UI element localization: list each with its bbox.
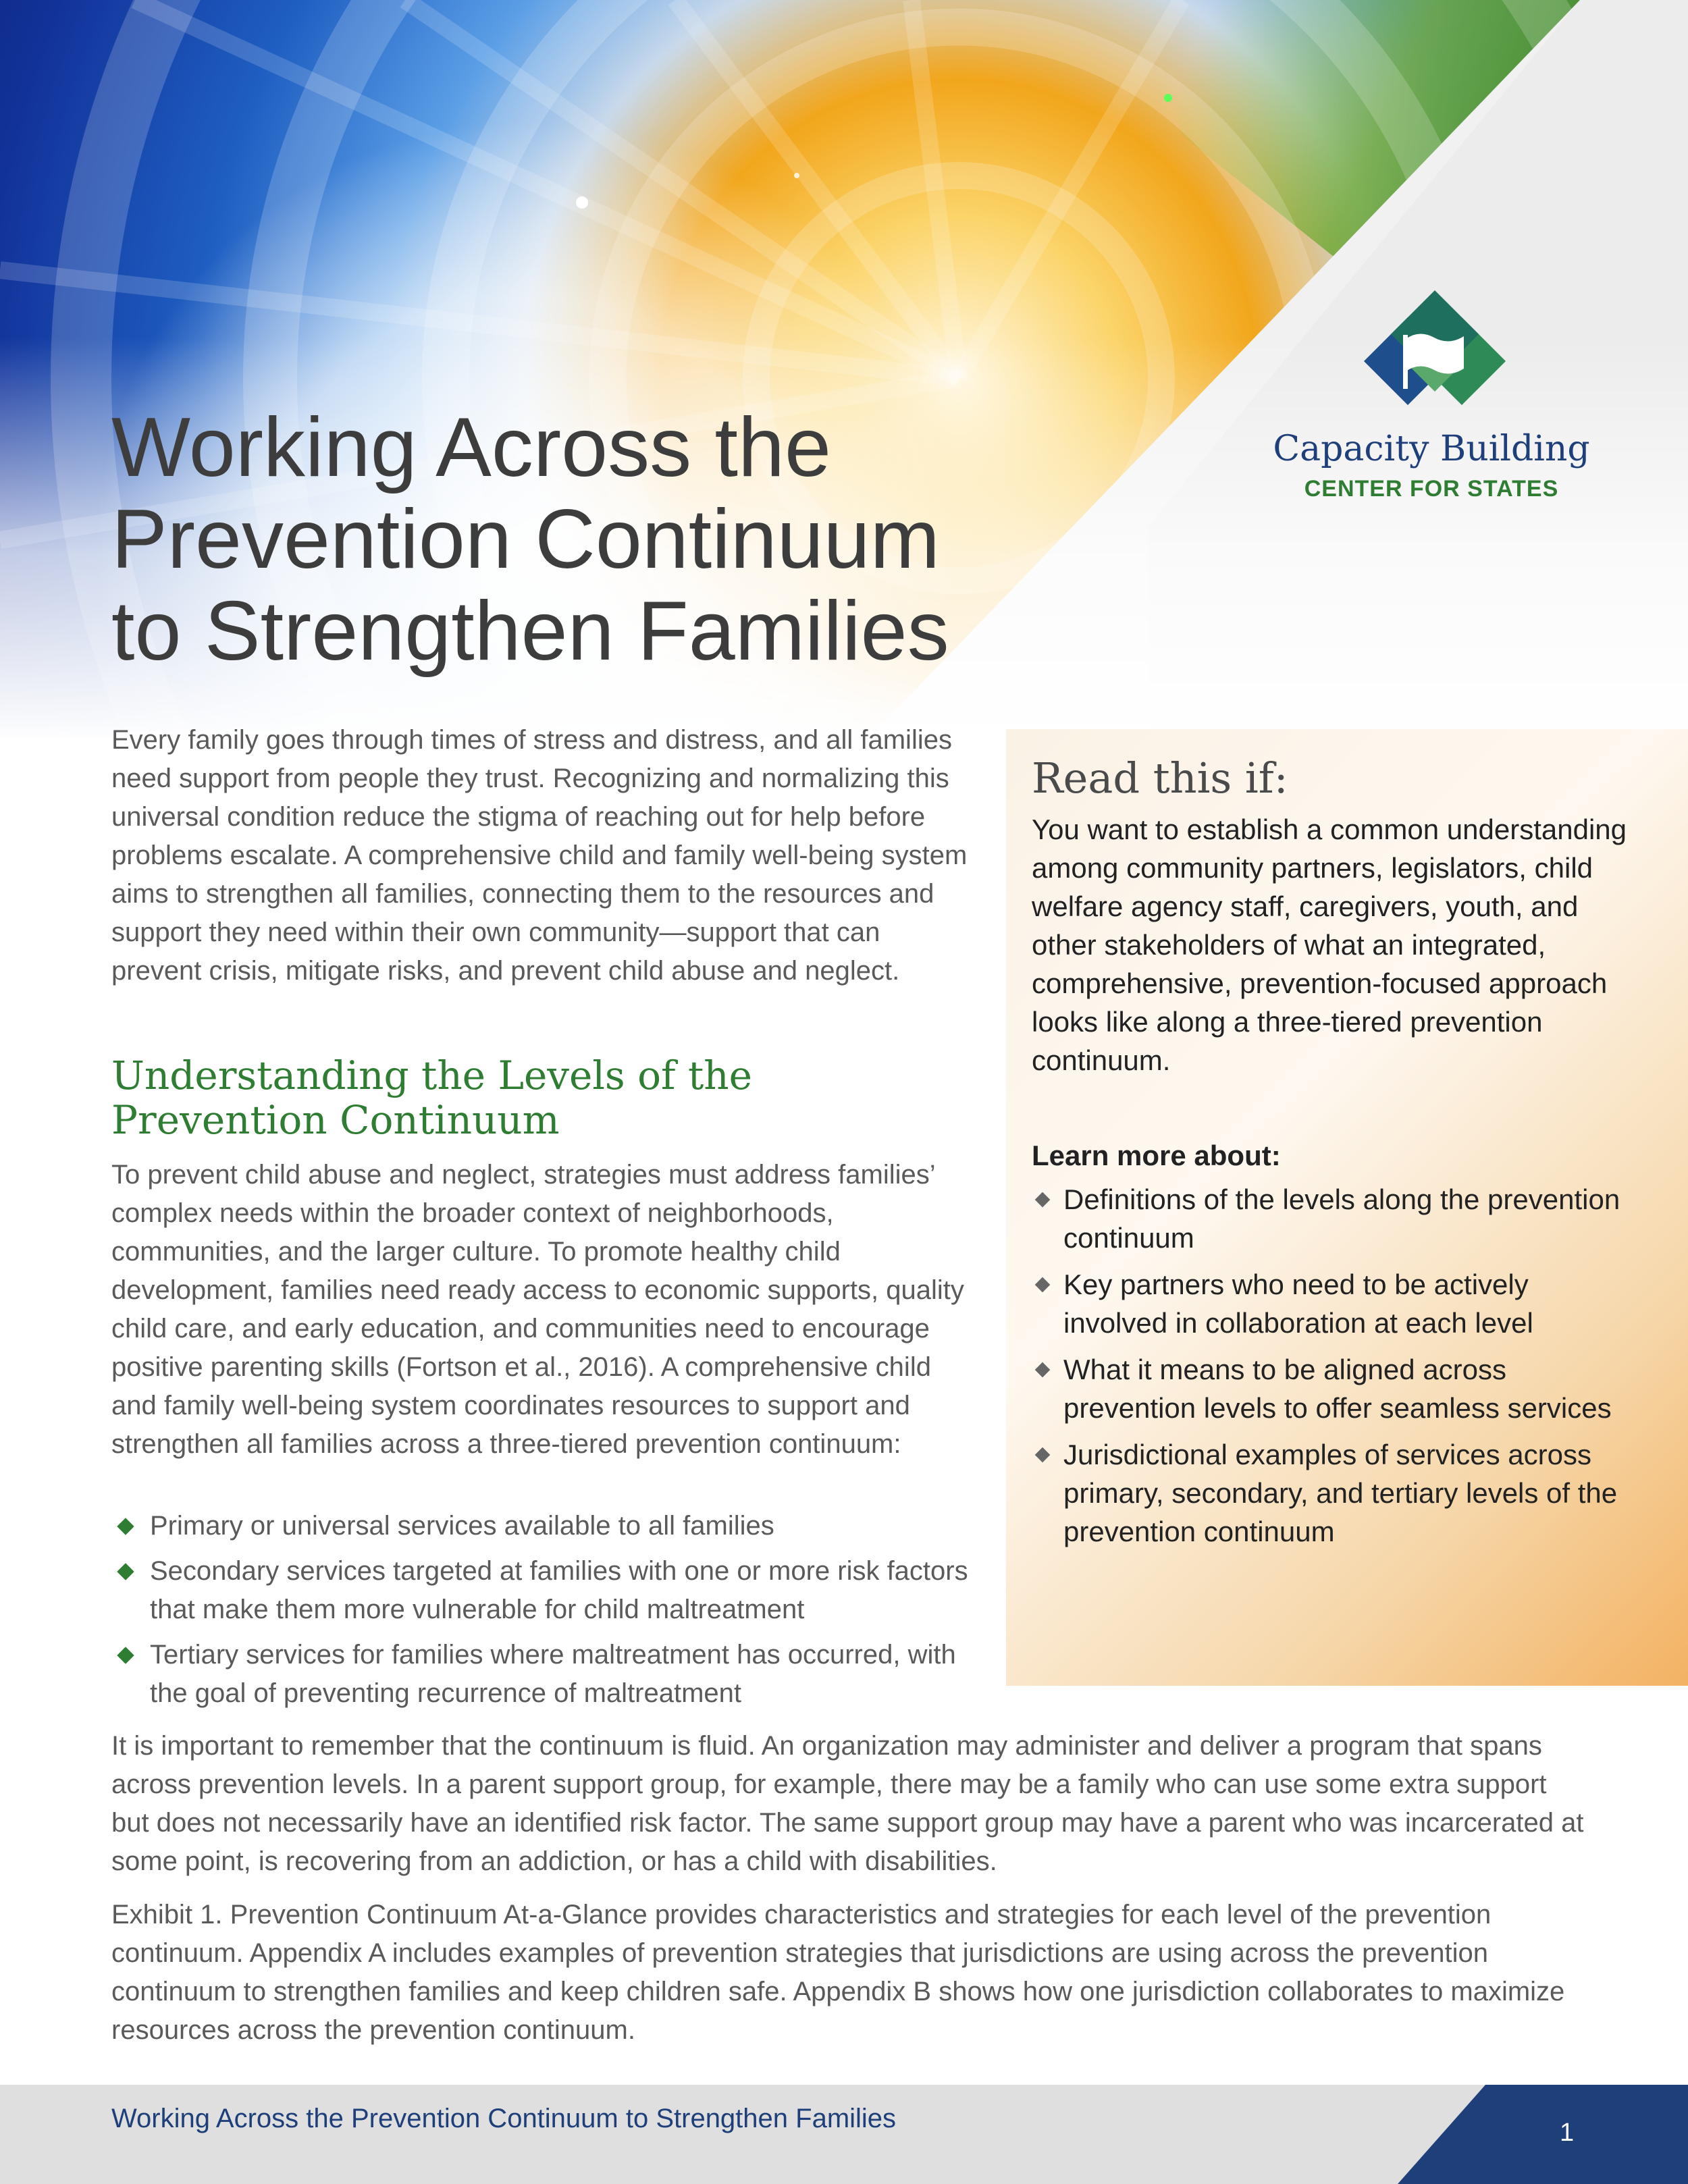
section-heading-line: Understanding the Levels of the <box>111 1053 752 1098</box>
logo-subtitle: CENTER FOR STATES <box>1304 476 1559 502</box>
body-paragraph: It is important to remember that the continuum is fluid. An organization may administer and deliver a program that spans across prevention levels. In a parent support group, for example, there may be a family who can use some extra support but does not necessarily have an identified risk factor. The same support group may have a parent who was incarcerated at some point, is recovering from an addiction, or has a child with disabilities. <box>111 1731 1584 1876</box>
page-footer <box>0 2085 1688 2184</box>
flag-diamond-icon <box>1357 290 1512 425</box>
list-item-text: Key partners who need to be actively involved in collaboration at each level <box>1063 1269 1533 1339</box>
learn-more-heading: Learn more about: <box>1032 1140 1281 1171</box>
page-title <box>111 402 1057 677</box>
list-item-text: Secondary services targeted at families with one or more risk factors that make them more vulnerable for child maltreatment <box>150 1556 968 1624</box>
sidebar-text: You want to establish a common understanding among community partners, legislators, child welfare agency staff, caregivers, youth, and other stakeholders of what an integrated, comprehensive, prevention-focused approach looks like along a three-tiered prevention continuum. <box>1032 814 1627 1076</box>
title-line: to Strengthen Families <box>111 585 949 678</box>
list-item <box>1032 1265 1639 1342</box>
list-item <box>1032 1435 1639 1551</box>
list-item <box>111 1636 976 1713</box>
section-heading-line: Prevention Continuum <box>111 1097 560 1143</box>
diamond-bullet-icon <box>1035 1277 1051 1293</box>
sidebar-title: Read this if: <box>1032 753 1288 803</box>
diamond-bullet-icon <box>117 1563 134 1580</box>
prevention-levels-list <box>111 1507 976 1720</box>
list-item-text: Tertiary services for families where maltreatment has occurred, with the goal of preventing recurrence of maltreatment <box>150 1640 956 1708</box>
title-line: Prevention Continuum <box>111 493 940 586</box>
diamond-bullet-icon <box>117 1518 134 1535</box>
list-item-text: Definitions of the levels along the prevention continuum <box>1063 1183 1620 1254</box>
section-paragraph: To prevent child abuse and neglect, strategies must address families’ complex needs within the broader context of neighborhoods, communities, and the larger culture. To promote healthy child development, families need ready access to economic supports, quality child care, and early education, and communities need to encourage positive parenting skills (Fortson et al., 2016). A comprehensive child and family well-being system coordinates resources to support and strengthen all families across a three-tiered prevention continuum: <box>111 1160 964 1459</box>
list-item <box>1032 1350 1639 1427</box>
list-item-text: Jurisdictional examples of services across primary, secondary, and tertiary levels of the prevention continuum <box>1063 1439 1618 1547</box>
logo-title: Capacity Building <box>1273 429 1590 469</box>
diamond-bullet-icon <box>1035 1362 1051 1378</box>
diamond-bullet-icon <box>1035 1447 1051 1463</box>
logo <box>1256 290 1607 520</box>
read-this-if-sidebar <box>1006 729 1688 1686</box>
intro-paragraph: Every family goes through times of stress and distress, and all families need support from people they trust. Recognizing and normalizing this universal condition reduce the stigma of reaching out for help before problems escalate. A comprehensive child and family well-being system aims to strengthen all families, connecting them to the resources and support they need within their own community—support that can prevent crisis, mitigate risks, and prevent child abuse and neglect. <box>111 725 968 986</box>
footer-corner-shape <box>1283 2085 1688 2184</box>
list-item <box>111 1552 976 1629</box>
body-paragraph: Exhibit 1. Prevention Continuum At-a-Glance provides characteristics and strategies for each level of the prevention continuum. Appendix A includes examples of prevention strategies that jurisdictions are using across the prevention continuum to strengthen families and keep children safe. Appendix B shows how one jurisdiction collaborates to maximize resources across the prevention continuum. <box>111 1900 1565 2045</box>
learn-more-list <box>1032 1180 1639 1559</box>
diamond-bullet-icon <box>117 1647 134 1663</box>
footer-title: Working Across the Prevention Continuum to Strengthen Families <box>111 2104 897 2133</box>
section-heading <box>111 1053 976 1142</box>
diamond-bullet-icon <box>1035 1192 1051 1208</box>
list-item <box>1032 1180 1639 1257</box>
list-item-text: What it means to be aligned across prevention levels to offer seamless services <box>1063 1354 1612 1424</box>
page-number: 1 <box>1560 2119 1575 2147</box>
title-line: Working Across the <box>111 401 831 494</box>
list-item <box>111 1507 976 1545</box>
list-item-text: Primary or universal services available to all families <box>150 1511 774 1541</box>
